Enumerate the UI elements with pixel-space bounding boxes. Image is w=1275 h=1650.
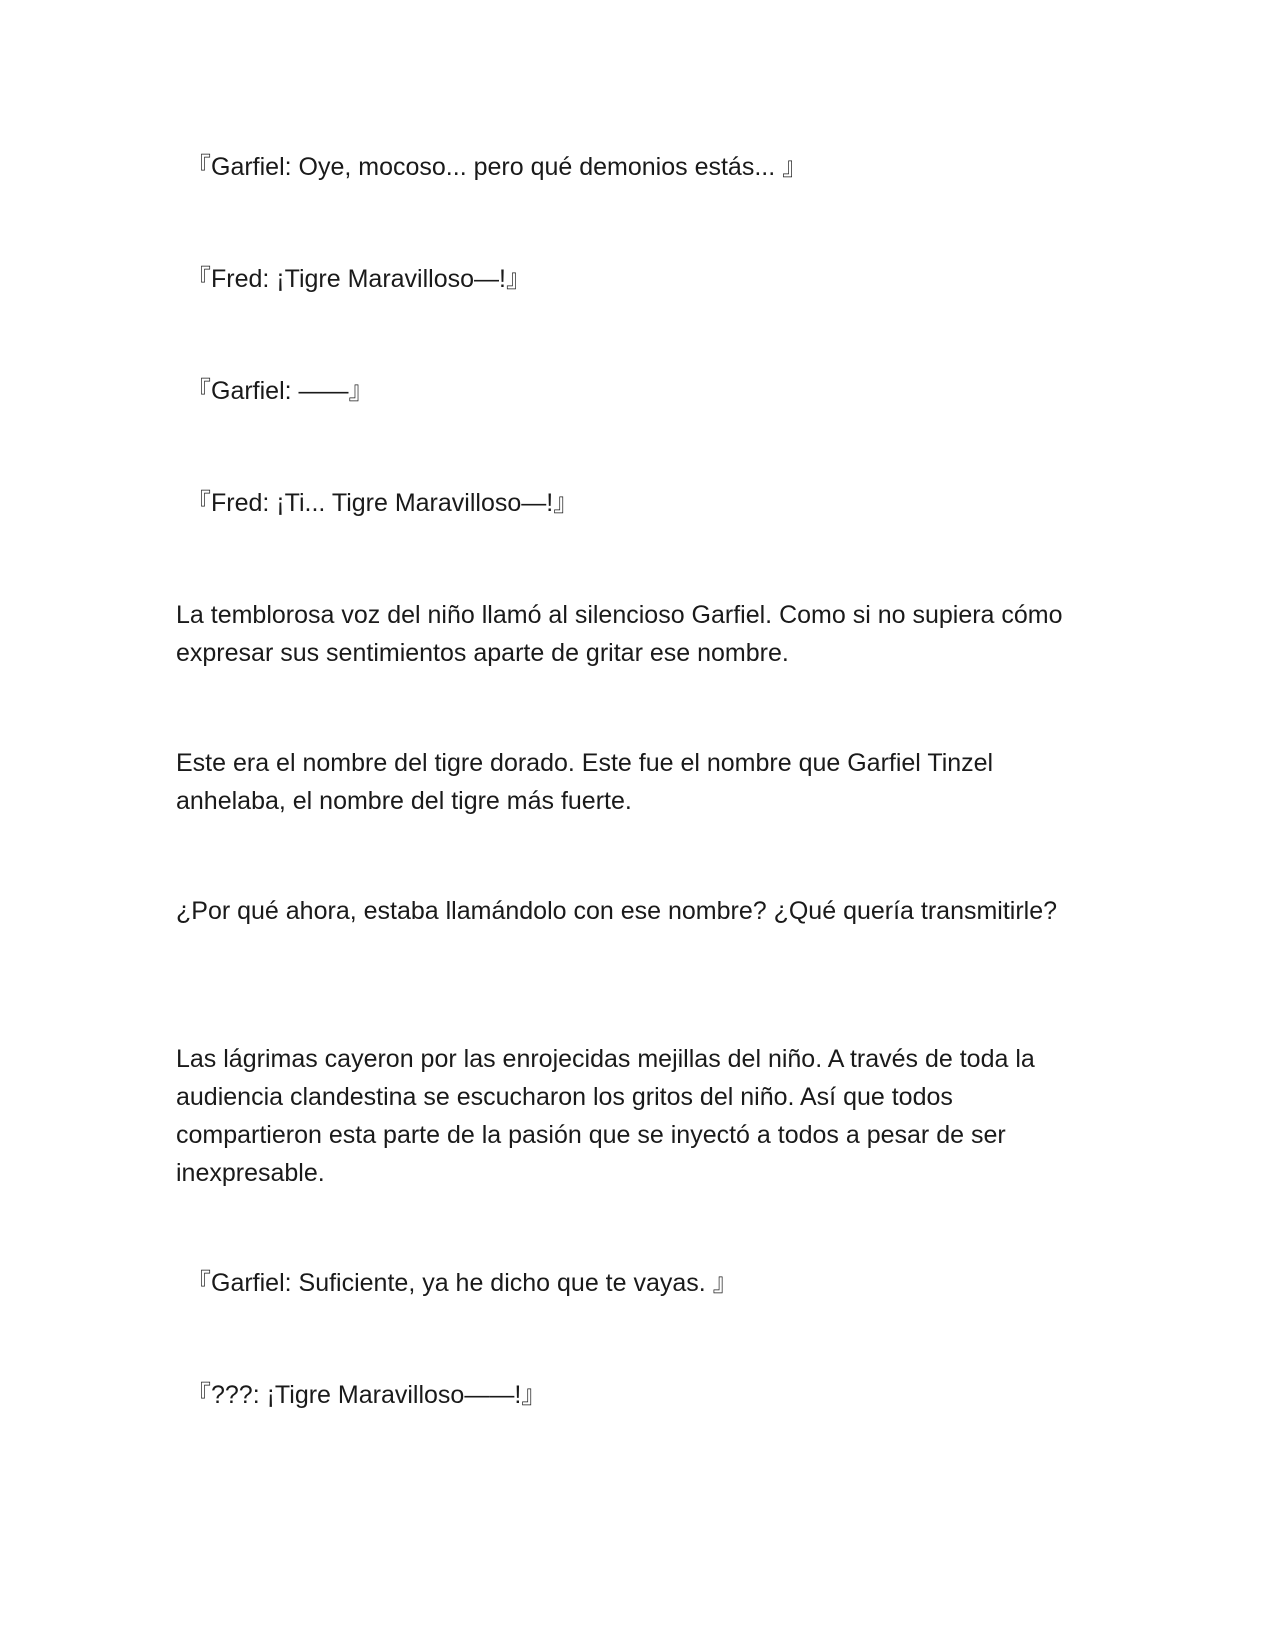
- dialogue-line-unknown: 『???: ¡Tigre Maravilloso——!』: [186, 1381, 547, 1409]
- narration-paragraph-2: Este era el nombre del tigre dorado. Este fue el nombre que Garfiel Tinzel anhelaba, el nombre del tigre más fuerte.: [176, 749, 994, 815]
- narration-paragraph-3: ¿Por qué ahora, estaba llamándolo con ese nombre? ¿Qué quería transmitirle?: [176, 897, 1058, 925]
- dialogue-line-fred-2: 『Fred: ¡Ti... Tigre Maravilloso—!』: [186, 489, 579, 517]
- dialogue-line-garfiel-1: 『Garfiel: Oye, mocoso... pero qué demonios estás... 』: [186, 153, 808, 181]
- dialogue-line-garfiel-3: 『Garfiel: Suficiente, ya he dicho que te vayas. 』: [186, 1269, 738, 1297]
- dialogue-line-fred-1: 『Fred: ¡Tigre Maravilloso—!』: [186, 265, 531, 293]
- narration-paragraph-4: Las lágrimas cayeron por las enrojecidas mejillas del niño. A través de toda la audiencia clandestina se escucharon los gritos del niño. Así que todos compartieron esta parte de la pasión que se inyectó a todos a pesar de ser inexpresable.: [176, 1045, 1035, 1187]
- narration-paragraph-1: La temblorosa voz del niño llamó al silencioso Garfiel. Como si no supiera cómo expresar sus sentimientos aparte de gritar ese nombre.: [176, 601, 1063, 667]
- dialogue-line-garfiel-2: 『Garfiel: ——』: [186, 377, 374, 405]
